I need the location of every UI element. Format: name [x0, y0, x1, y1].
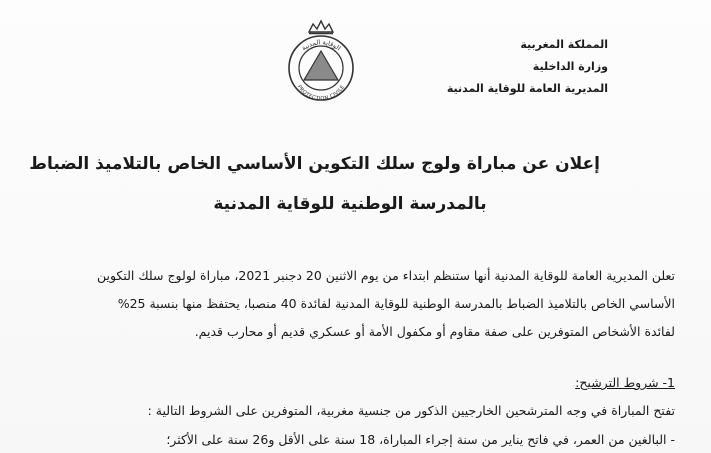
svg-text:PROTECTION CIVILE: PROTECTION CIVILE	[295, 84, 347, 102]
paragraph-line: لفائدة الأشخاص المتوفرين على صفة مقاوم أو مكفول الأمة أو عسكري قديم أو محارب قديم.	[194, 324, 675, 339]
announcement-title-line2: بالمدرسة الوطنية للوقاية المدنية	[213, 194, 487, 214]
directorate-line: المديرية العامة للوقاية المدنية	[446, 82, 608, 95]
svg-text:الوقاية المدنية: الوقاية المدنية	[299, 38, 343, 53]
conditions-intro: تفتح المباراة في وجه المترشحين الخارجيين الذكور من جنسية مغربية، المتوفرين على الشروط التالية :	[147, 403, 675, 418]
conditions-heading: 1- شروط الترشيح:	[575, 375, 675, 390]
announcement-paragraph	[55, 262, 675, 346]
paragraph-line: تعلن المديرية العامة للوقاية المدنية أنها ستنظم ابتداء من يوم الاثنين 20 دجنبر 2021، مباراة لولوج سلك التكوين	[96, 268, 675, 283]
paragraph-line: الأساسي الخاص بالتلاميذ الضباط بالمدرسة الوطنية للوقاية المدنية لفائدة 40 منصبا، يحتفظ منها بنسبة 25%	[117, 296, 675, 311]
kingdom-line: المملكة المغربية	[520, 38, 608, 51]
issuing-authority-header	[408, 34, 608, 100]
conditions-age-requirement: - البالغين من العمر، في فاتح يناير من سنة إجراء المباراة، 18 سنة على الأقل و26 سنة على الأكثر؛	[166, 432, 675, 447]
announcement-title-line1: إعلان عن مباراة ولوج سلك التكوين الأساسي الخاص بالتلاميذ الضباط	[29, 154, 600, 174]
ministry-line: وزارة الداخلية	[532, 60, 608, 73]
civil-protection-logo-icon	[283, 18, 359, 102]
